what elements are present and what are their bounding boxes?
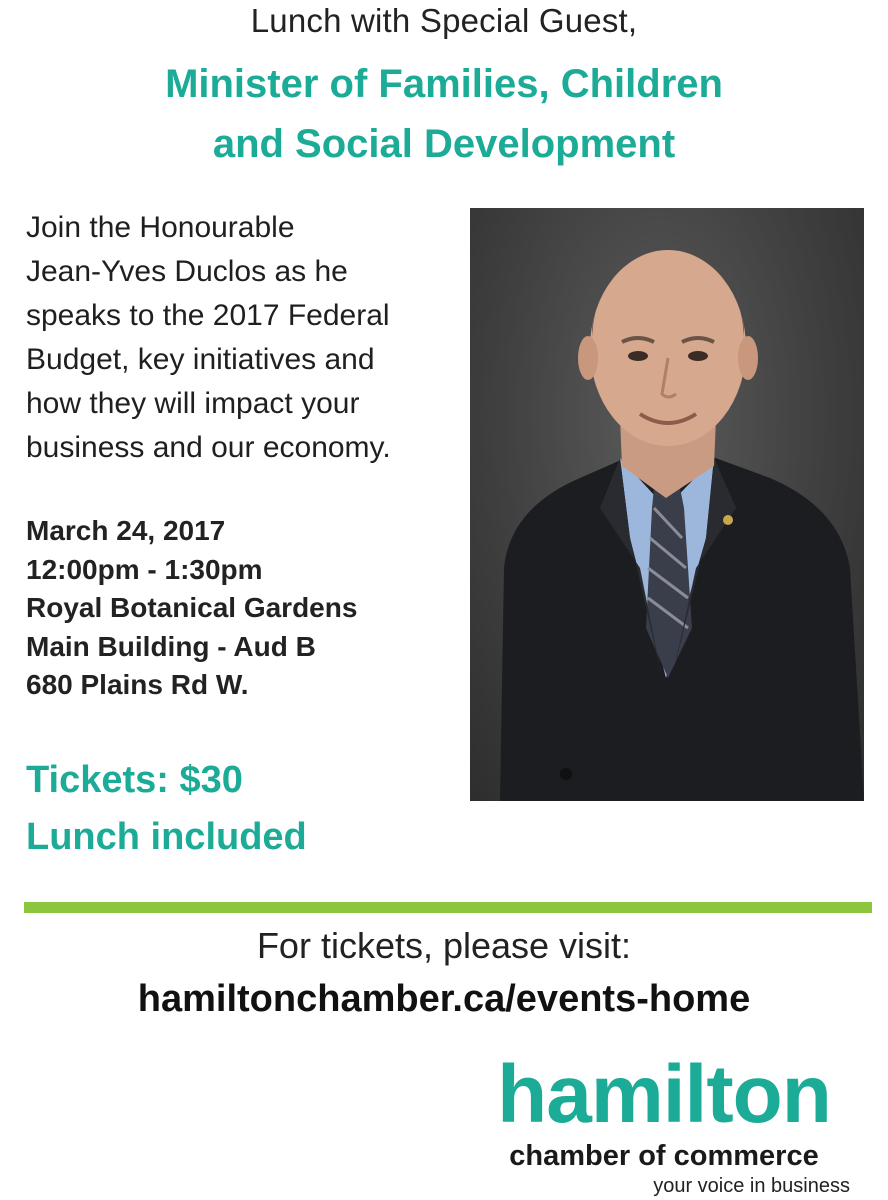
description-line: Join the Honourable — [26, 211, 295, 244]
headline-line-1: Minister of Families, Children — [165, 62, 723, 106]
speaker-portrait-illustration — [470, 208, 864, 801]
headline — [0, 54, 888, 174]
tickets-url-link[interactable]: hamiltonchamber.ca/events-home — [137, 978, 751, 1020]
event-date: March 24, 2017 — [26, 515, 226, 546]
description-line: business and our economy. — [26, 431, 391, 464]
event-details — [26, 512, 466, 705]
headline-line-2: and Social Development — [212, 122, 676, 166]
event-address: 680 Plains Rd W. — [26, 669, 249, 700]
event-description — [26, 206, 466, 470]
event-venue: Royal Botanical Gardens — [26, 592, 358, 623]
event-time: 12:00pm - 1:30pm — [26, 553, 263, 585]
ticket-price: Tickets: $30 — [26, 759, 243, 801]
description-line: how they will impact your — [26, 387, 360, 420]
chamber-logo-tagline: your voice in business — [653, 1175, 850, 1197]
description-line: speaks to the 2017 Federal — [26, 299, 390, 332]
chamber-logo-wordmark: hamilton — [497, 1049, 831, 1140]
event-room: Main Building - Aud B — [26, 630, 316, 662]
speaker-portrait — [470, 208, 864, 801]
section-divider — [24, 902, 872, 913]
ticket-note: Lunch included — [26, 816, 307, 858]
chamber-logo-subtitle: chamber of commerce — [509, 1140, 819, 1172]
description-line: Jean-Yves Duclos as he — [26, 255, 348, 288]
tickets-cta-label: For tickets, please visit: — [256, 925, 632, 966]
ticket-info — [26, 752, 466, 866]
intro-line: Lunch with Special Guest, — [250, 2, 638, 39]
description-line: Budget, key initiatives and — [26, 343, 375, 376]
